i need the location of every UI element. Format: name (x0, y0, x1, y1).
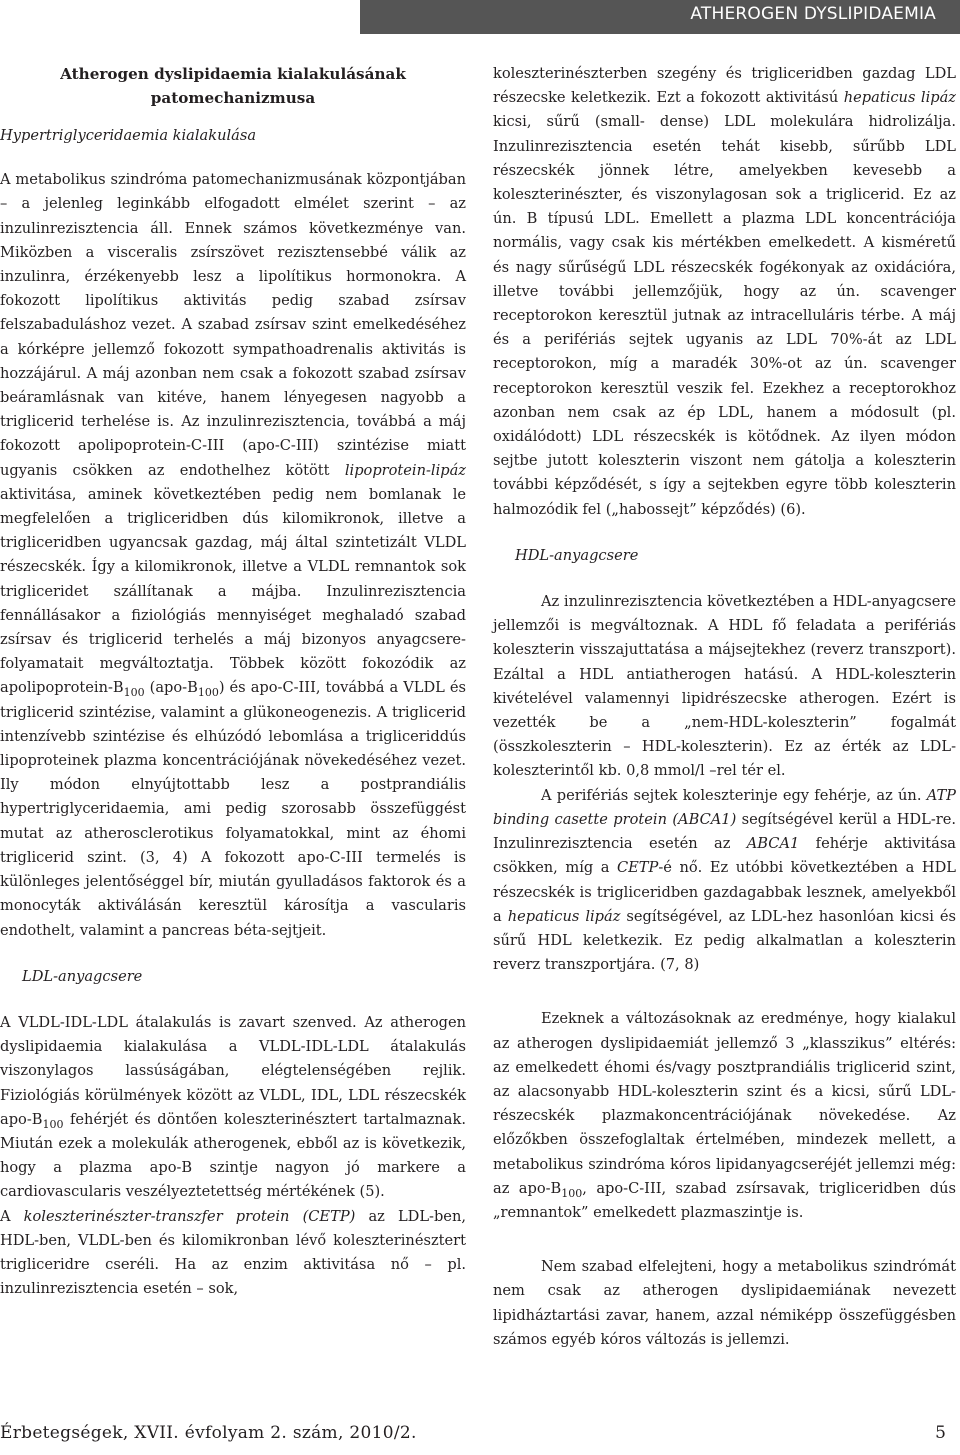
footer-journal: Érbetegségek, XVII. évfolyam 2. szám, 2010/2. (0, 1423, 417, 1443)
section-heading-hdl: HDL-anyagcsere (515, 546, 639, 564)
section-heading-hypertriglyceridaemia: Hypertriglyceridaemia kialakulása (0, 127, 257, 144)
running-head: ATHEROGEN DYSLIPIDAEMIA (360, 0, 960, 34)
paragraph-summary: Ezeknek a változásoknak az eredménye, hogy kialakul az atherogen dyslipidaemiát jellemző 3 „klasszikus” eltérés: az emelkedett éhomi és/vagy posztprandiális triglicerid szint, az alacsonyabb HDL-koleszterin szint és a kicsi, sűrű LDL-részecskék plazmakoncentrációjának növekedése. Az előzőkben összefoglaltak értelmében, mindezek mellett, a metabolikus szindróma kóros lipidanyagcseréjét jellemzi még: az apo-$B_{100}$, apo-C-III, szabad zsírsavak, trigliceridben dús „remnantok” emelkedett plazmaszintje is. (493, 1010, 956, 1221)
footer-page-number: 5 (935, 1423, 946, 1443)
paragraph-hdl-2: A perifériás sejtek koleszterinje egy fehérje, az ún. ATP binding casette protein (ABCA1) segítségével kerül a HDL-re. Inzulinrezisztencia esetén az ABCA1 fehérje aktivitása csökken, míg a CETP-é nő. Ez utóbbi következtében a HDL részecskék is trigliceridben gazdagabbak lesznek, amelyekből a hepaticus lipáz segítségével, az LDL-hez hasonlóan kicsi és sűrű HDL keletkezik. Ez pedig alkalmatlan a koleszterin reverz transzportjára. (7, 8) (493, 786, 957, 974)
right-column (493, 62, 956, 1352)
paragraph-ldl-2: A koleszterinészter-transzfer protein (CETP) az LDL-ben, HDL-ben, VLDL-ben és kilomikronban lévő koleszterinésztert trigliceridre cseréli. Ha az enzim aktivitása nő – pl. inzulinrezisztencia esetén – sok, (0, 1207, 466, 1298)
paragraph-hypertriglyceridaemia: A metabolikus szindróma patomechanizmusának központjában – a jelenleg leginkább elfogadott elmélet szerint – az inzulinrezisztencia áll. Ennek számos következménye van. Miközben a visceralis zsírszövet rezisztensebbé válik az inzulinra, érzékenyebb lesz a lipolítikus hormonokra. A fokozott lipolítikus aktivitás pedig szabad zsírsav felszabaduláshoz vezet. A szabad zsírsav szint emelkedéséhez a kórképre jellemző fokozott sympathoadrenalis aktivitás is hozzájárul. A máj azonban nem csak a fokozott szabad zsírsav beáramlásnak van kitéve, hanem lényegesen nagyobb a triglicerid terhelése is. Az inzulinrezisztencia, továbbá a máj fokozott apolipoprotein-C-III (apo-C-III) szintézise miatt ugyanis csökken az endothelhez kötött lipoprotein-lipáz aktivitása, aminek következtében pedig nem bomlanak le megfelelően a trigliceridben dús kilomikronok, illetve a trigliceridben ugyancsak gazdag, máj által szintetizált VLDL részecskék. Így a kilomikronok, illetve a VLDL remnantok sok trigliceridet szállítanak a májba. Inzulinrezisztencia fennállásakor a fiziológiás mennyiséget meghaladó szabad zsírsav és triglicerid terhelés a máj bizonyos anyagcsere-folyamatait megváltoztatja. Többek között fokozódik az apolipoprotein-$B_{100}$ $(apo-B_{100})$ és apo-C-III, továbbá a VLDL és triglicerid szintézise, valamint a glükoneogenezis. A triglicerid intenzívebb szintézise és elhúzódó lebomlása a trigliceriddús lipoproteinek plazma koncentrációjának növekedéséhez vezet. Ily módon elnyújtottabb lesz a postprandiális hypertriglyceridaemia, ami pedig szorosabb összefüggést mutat az atherosclerotikus folyamatokkal, mint az éhomi triglicerid szint. (3, 4) A fokozott apo-C-III termelés is különleges jelentőséggel bír, miután gyulladásos faktorok és a monocyták aktiválásán keresztül károsítja a vascularis endothelt, valamint a pancreas béta-sejtjeit. (0, 171, 466, 939)
paragraph-closing: Nem szabad elfelejteni, hogy a metabolikus szindrómát nem csak az atherogen dyslipidaemiának nevezett lipidháztartási zavar, hanem, azzal némiképp összefüggésben számos egyéb kóros változás is jellemzi. (493, 1258, 956, 1348)
section-heading-ldl: LDL-anyagcsere (22, 967, 143, 985)
left-column (0, 62, 466, 1301)
article-title: Atherogen dyslipidaemia kialakulásának patomechanizmusa (60, 65, 406, 107)
paragraph-ldl-continued: koleszterinészterben szegény és trigliceridben gazdag LDL részecske keletkezik. Ezt a fokozott aktivitású hepaticus lipáz kicsi, sűrű (small- dense) LDL molekulára hidrolizálja. Inzulinrezisztencia esetén tehát kisebb, sűrűbb LDL részecskék jönnek létre, amelyekben kevesebb a koleszterinészter, és viszonylagosan sok a triglicerid. Ez az ún. B típusú LDL. Emellett a plazma LDL koncentrációja normális, vagy csak kis mértékben emelkedett. A kisméretű és nagy sűrűségű LDL részecskék fogékonyak az oxidációra, illetve további jellemzőjük, hogy az ún. scavenger receptorokon keresztül jutnak az intracelluláris térbe. A máj és a perifériás sejtek ugyanis az LDL 70%-át az LDL receptorokon, míg a maradék 30%-ot az ún. scavenger receptorokon keresztül veszik fel. Ezekhez a receptorokhoz azonban nem csak az ép LDL, hanem a módosult (pl. oxidálódott) LDL részecskék is kötődnek. Az ilyen módon sejtbe jutott koleszterin viszont nem gátolja a koleszterin további képződését, s így a sejtekben egyre több koleszterin halmozódik fel („habossejt” képződés) (6). (493, 65, 956, 518)
paragraph-ldl-1: A VLDL-IDL-LDL átalakulás is zavart szenved. Az atherogen dyslipidaemia kialakulása a VLDL-IDL-LDL átalakulás viszonylagos lassúságában, elégtelenségében rejlik. Fiziológiás körülmények között az VLDL, IDL, LDL részecskék apo-$B_{100}$ fehérjét és döntően koleszterinésztert tartalmaznak. Miután ezek a molekulák atherogenek, ebből az is következik, hogy a plazma apo-B szintje nagyon jó markere a cardiovascularis veszélyeztetettség mértékének (5). (0, 1013, 466, 1201)
paragraph-hdl-1: Az inzulinrezisztencia következtében a HDL-anyagcsere jellemzői is megváltoznak. A HDL fő feladata a perifériás koleszterin visszajuttatása a májsejtekhez (reverz transzport). Ezáltal a HDL antiatherogen hatású. A HDL-koleszterin kivételével valamennyi lipidrészecske atherogen. Ezért is vezették be a „nem-HDL-koleszterin” fogalmát (összkoleszterin – HDL-koleszterin). Ez az érték az LDL-koleszterintől kb. 0,8 mmol/l –rel tér el. (493, 593, 956, 780)
